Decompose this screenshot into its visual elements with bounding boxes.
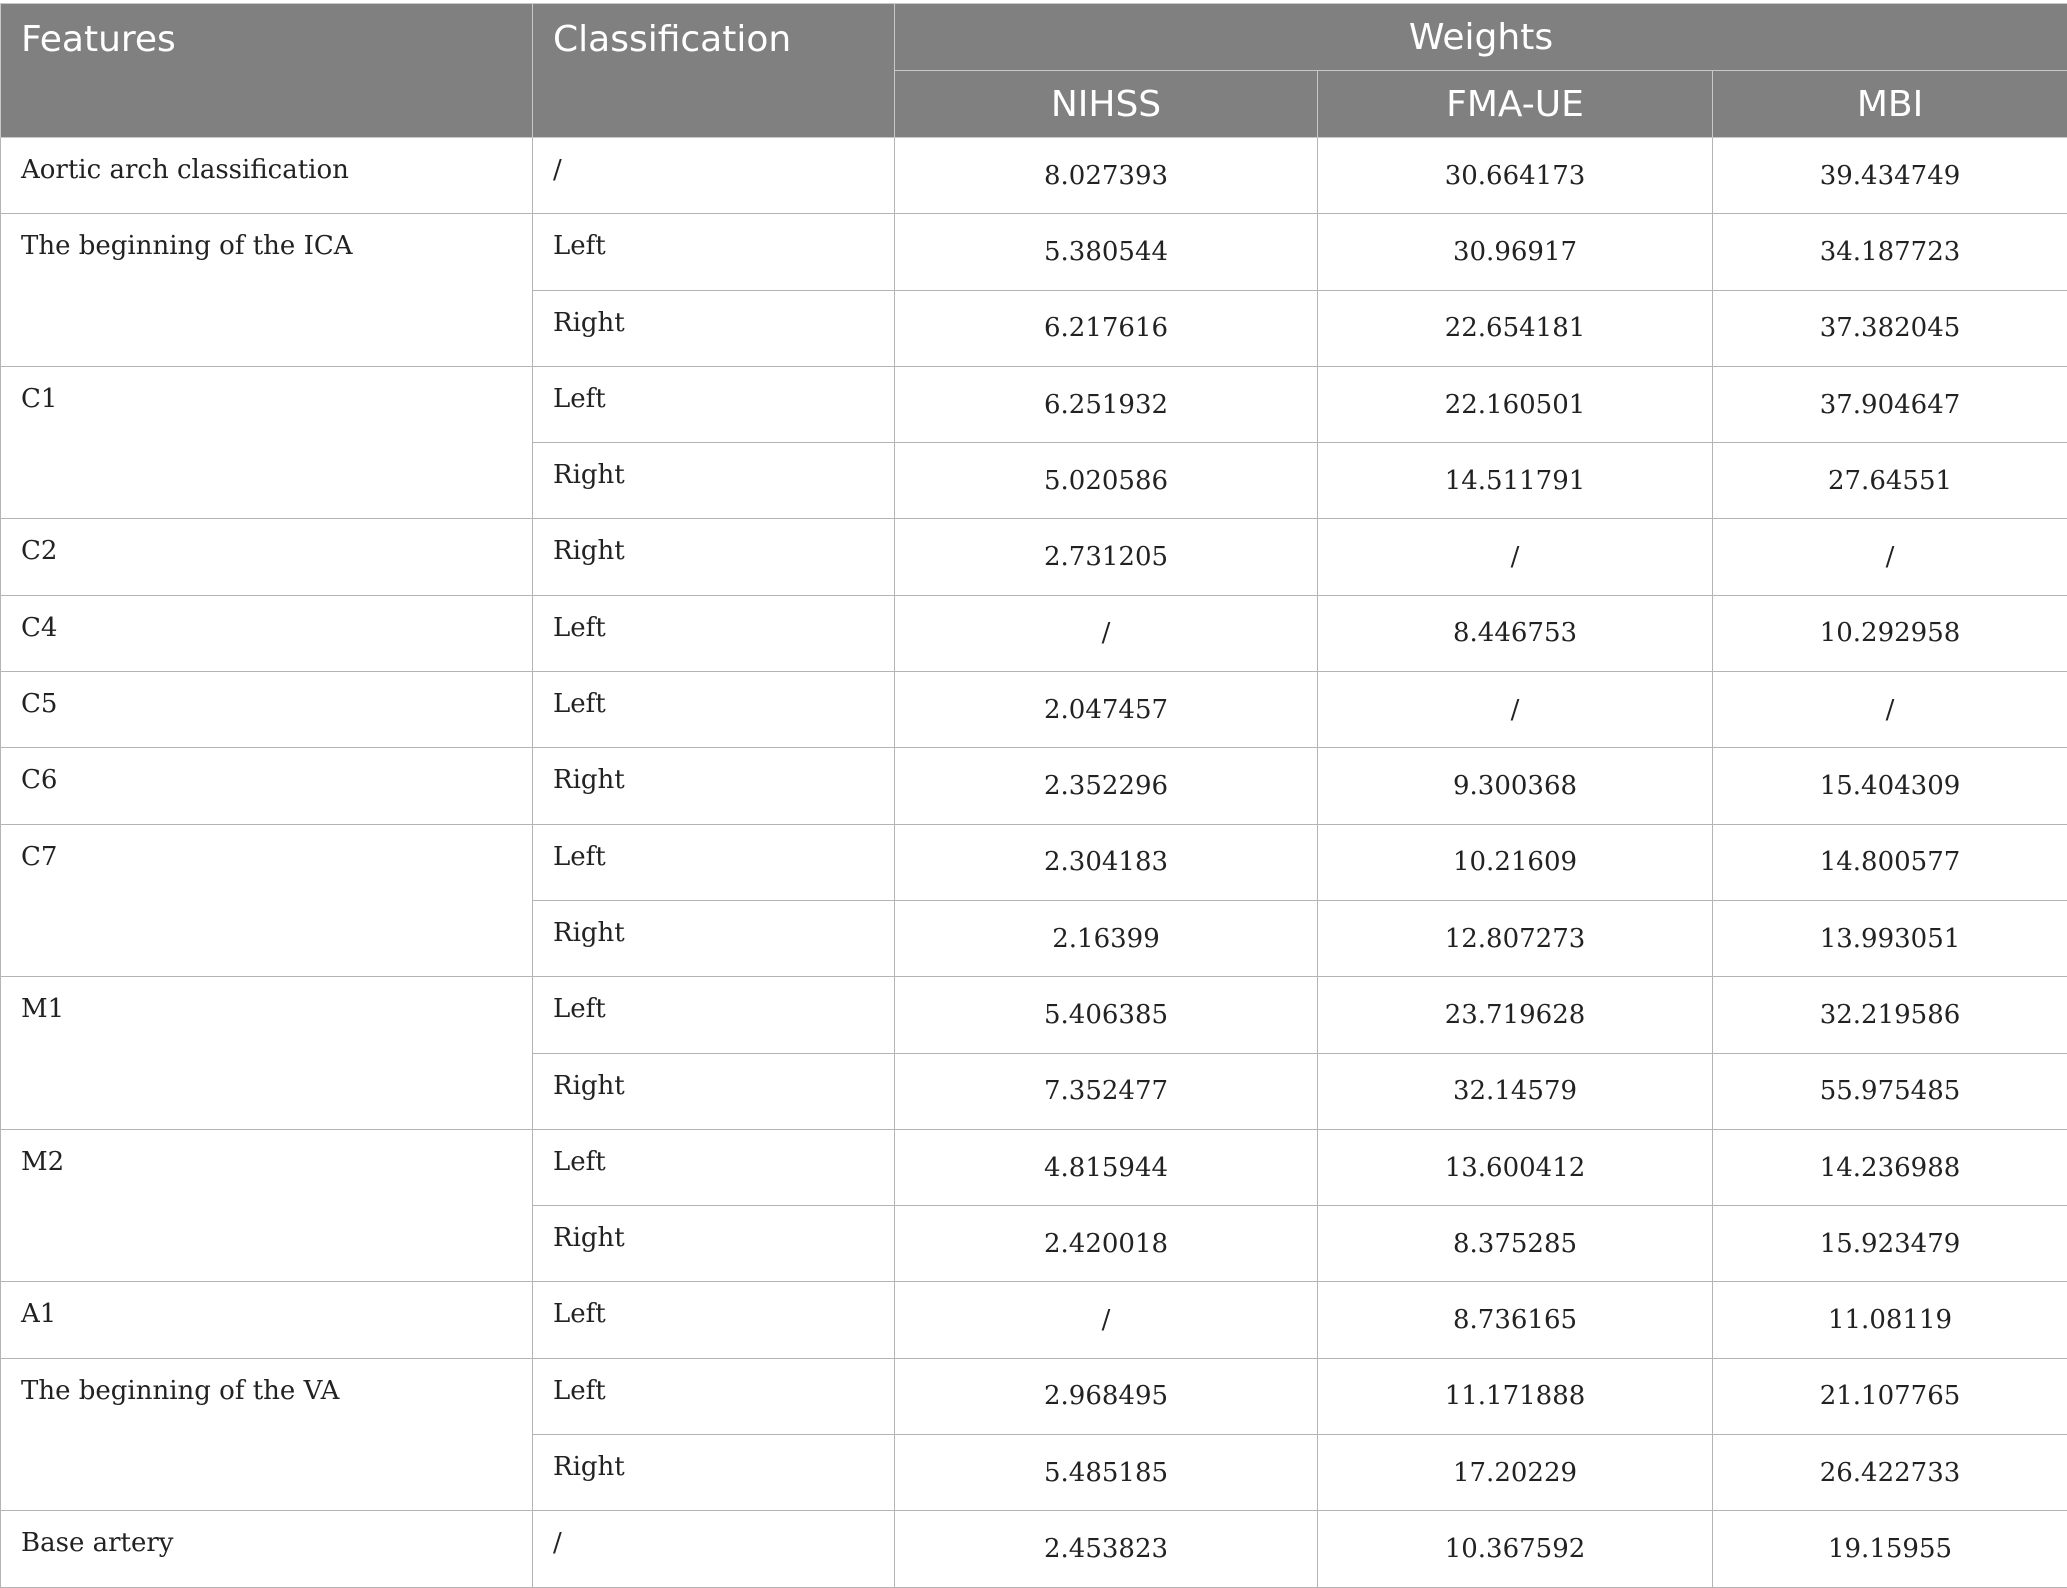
cell-mbi: 15.923479 [1713, 1206, 2067, 1282]
cell-fma-ue: 22.654181 [1318, 290, 1713, 366]
cell-fma-ue: 23.719628 [1318, 977, 1713, 1053]
cell-classification: / [533, 1511, 895, 1587]
table-row [1, 748, 2067, 824]
cell-classification: Left [533, 214, 895, 290]
cell-fma-ue: 10.21609 [1318, 824, 1713, 900]
table-header [1, 4, 2067, 138]
table-row [1, 595, 2067, 671]
table-row [1, 977, 2067, 1053]
cell-nihss: 6.217616 [895, 290, 1318, 366]
cell-fma-ue: 30.96917 [1318, 214, 1713, 290]
cell-feature: M2 [1, 1129, 533, 1282]
cell-classification: / [533, 138, 895, 214]
cell-nihss: 2.968495 [895, 1358, 1318, 1434]
cell-fma-ue: 32.14579 [1318, 1053, 1713, 1129]
cell-classification: Left [533, 977, 895, 1053]
cell-classification: Right [533, 443, 895, 519]
table-row [1, 519, 2067, 595]
cell-nihss: 2.420018 [895, 1206, 1318, 1282]
cell-nihss: 6.251932 [895, 366, 1318, 442]
cell-classification: Left [533, 824, 895, 900]
cell-fma-ue: 22.160501 [1318, 366, 1713, 442]
header-fma-ue: FMA-UE [1318, 71, 1713, 138]
cell-mbi: 37.904647 [1713, 366, 2067, 442]
header-classification: Classification [533, 4, 895, 138]
cell-nihss: 7.352477 [895, 1053, 1318, 1129]
cell-mbi: 14.800577 [1713, 824, 2067, 900]
cell-feature: Base artery [1, 1511, 533, 1587]
cell-nihss: / [895, 595, 1318, 671]
header-mbi: MBI [1713, 71, 2067, 138]
table-row [1, 366, 2067, 442]
table-row [1, 1129, 2067, 1205]
cell-classification: Right [533, 1053, 895, 1129]
cell-mbi: 13.993051 [1713, 900, 2067, 976]
cell-fma-ue: 13.600412 [1318, 1129, 1713, 1205]
cell-classification: Right [533, 748, 895, 824]
weights-table [0, 3, 2067, 1588]
cell-nihss: 5.485185 [895, 1435, 1318, 1511]
cell-fma-ue: 8.446753 [1318, 595, 1713, 671]
cell-nihss: 5.020586 [895, 443, 1318, 519]
cell-feature: A1 [1, 1282, 533, 1358]
cell-mbi: 21.107765 [1713, 1358, 2067, 1434]
table-row [1, 138, 2067, 214]
cell-nihss: 2.731205 [895, 519, 1318, 595]
cell-classification: Right [533, 1206, 895, 1282]
cell-classification: Right [533, 290, 895, 366]
cell-mbi: / [1713, 672, 2067, 748]
cell-feature: M1 [1, 977, 533, 1130]
cell-fma-ue: / [1318, 519, 1713, 595]
cell-fma-ue: 8.736165 [1318, 1282, 1713, 1358]
cell-feature: C6 [1, 748, 533, 824]
table-row [1, 214, 2067, 290]
cell-mbi: / [1713, 519, 2067, 595]
cell-fma-ue: 14.511791 [1318, 443, 1713, 519]
cell-nihss: 5.406385 [895, 977, 1318, 1053]
header-nihss: NIHSS [895, 71, 1318, 138]
cell-mbi: 32.219586 [1713, 977, 2067, 1053]
cell-feature: C5 [1, 672, 533, 748]
cell-fma-ue: 17.20229 [1318, 1435, 1713, 1511]
cell-mbi: 10.292958 [1713, 595, 2067, 671]
cell-mbi: 11.08119 [1713, 1282, 2067, 1358]
cell-mbi: 19.15955 [1713, 1511, 2067, 1587]
cell-feature: Aortic arch classification [1, 138, 533, 214]
cell-classification: Left [533, 1129, 895, 1205]
cell-classification: Left [533, 1282, 895, 1358]
cell-feature: The beginning of the VA [1, 1358, 533, 1511]
table-row [1, 672, 2067, 748]
table-row [1, 1282, 2067, 1358]
cell-nihss: 2.453823 [895, 1511, 1318, 1587]
cell-fma-ue: 11.171888 [1318, 1358, 1713, 1434]
cell-classification: Right [533, 900, 895, 976]
cell-classification: Right [533, 1435, 895, 1511]
cell-nihss: 2.304183 [895, 824, 1318, 900]
cell-fma-ue: 30.664173 [1318, 138, 1713, 214]
cell-mbi: 15.404309 [1713, 748, 2067, 824]
cell-mbi: 26.422733 [1713, 1435, 2067, 1511]
cell-fma-ue: 9.300368 [1318, 748, 1713, 824]
table-row [1, 1358, 2067, 1434]
cell-feature: C1 [1, 366, 533, 519]
cell-mbi: 55.975485 [1713, 1053, 2067, 1129]
cell-mbi: 39.434749 [1713, 138, 2067, 214]
header-features: Features [1, 4, 533, 138]
cell-classification: Left [533, 366, 895, 442]
header-weights: Weights [895, 4, 2067, 71]
cell-nihss: 4.815944 [895, 1129, 1318, 1205]
table-row [1, 1511, 2067, 1587]
cell-classification: Left [533, 672, 895, 748]
cell-fma-ue: / [1318, 672, 1713, 748]
header-row-top [1, 4, 2067, 71]
cell-nihss: 2.047457 [895, 672, 1318, 748]
cell-classification: Right [533, 519, 895, 595]
cell-mbi: 34.187723 [1713, 214, 2067, 290]
cell-nihss: 5.380544 [895, 214, 1318, 290]
cell-mbi: 27.64551 [1713, 443, 2067, 519]
cell-feature: C4 [1, 595, 533, 671]
cell-classification: Left [533, 1358, 895, 1434]
cell-fma-ue: 12.807273 [1318, 900, 1713, 976]
cell-nihss: / [895, 1282, 1318, 1358]
cell-fma-ue: 10.367592 [1318, 1511, 1713, 1587]
cell-mbi: 37.382045 [1713, 290, 2067, 366]
cell-feature: The beginning of the ICA [1, 214, 533, 367]
cell-nihss: 2.16399 [895, 900, 1318, 976]
cell-feature: C7 [1, 824, 533, 977]
cell-mbi: 14.236988 [1713, 1129, 2067, 1205]
cell-feature: C2 [1, 519, 533, 595]
table-row [1, 824, 2067, 900]
cell-classification: Left [533, 595, 895, 671]
cell-nihss: 2.352296 [895, 748, 1318, 824]
cell-nihss: 8.027393 [895, 138, 1318, 214]
cell-fma-ue: 8.375285 [1318, 1206, 1713, 1282]
table-body [1, 138, 2067, 1588]
